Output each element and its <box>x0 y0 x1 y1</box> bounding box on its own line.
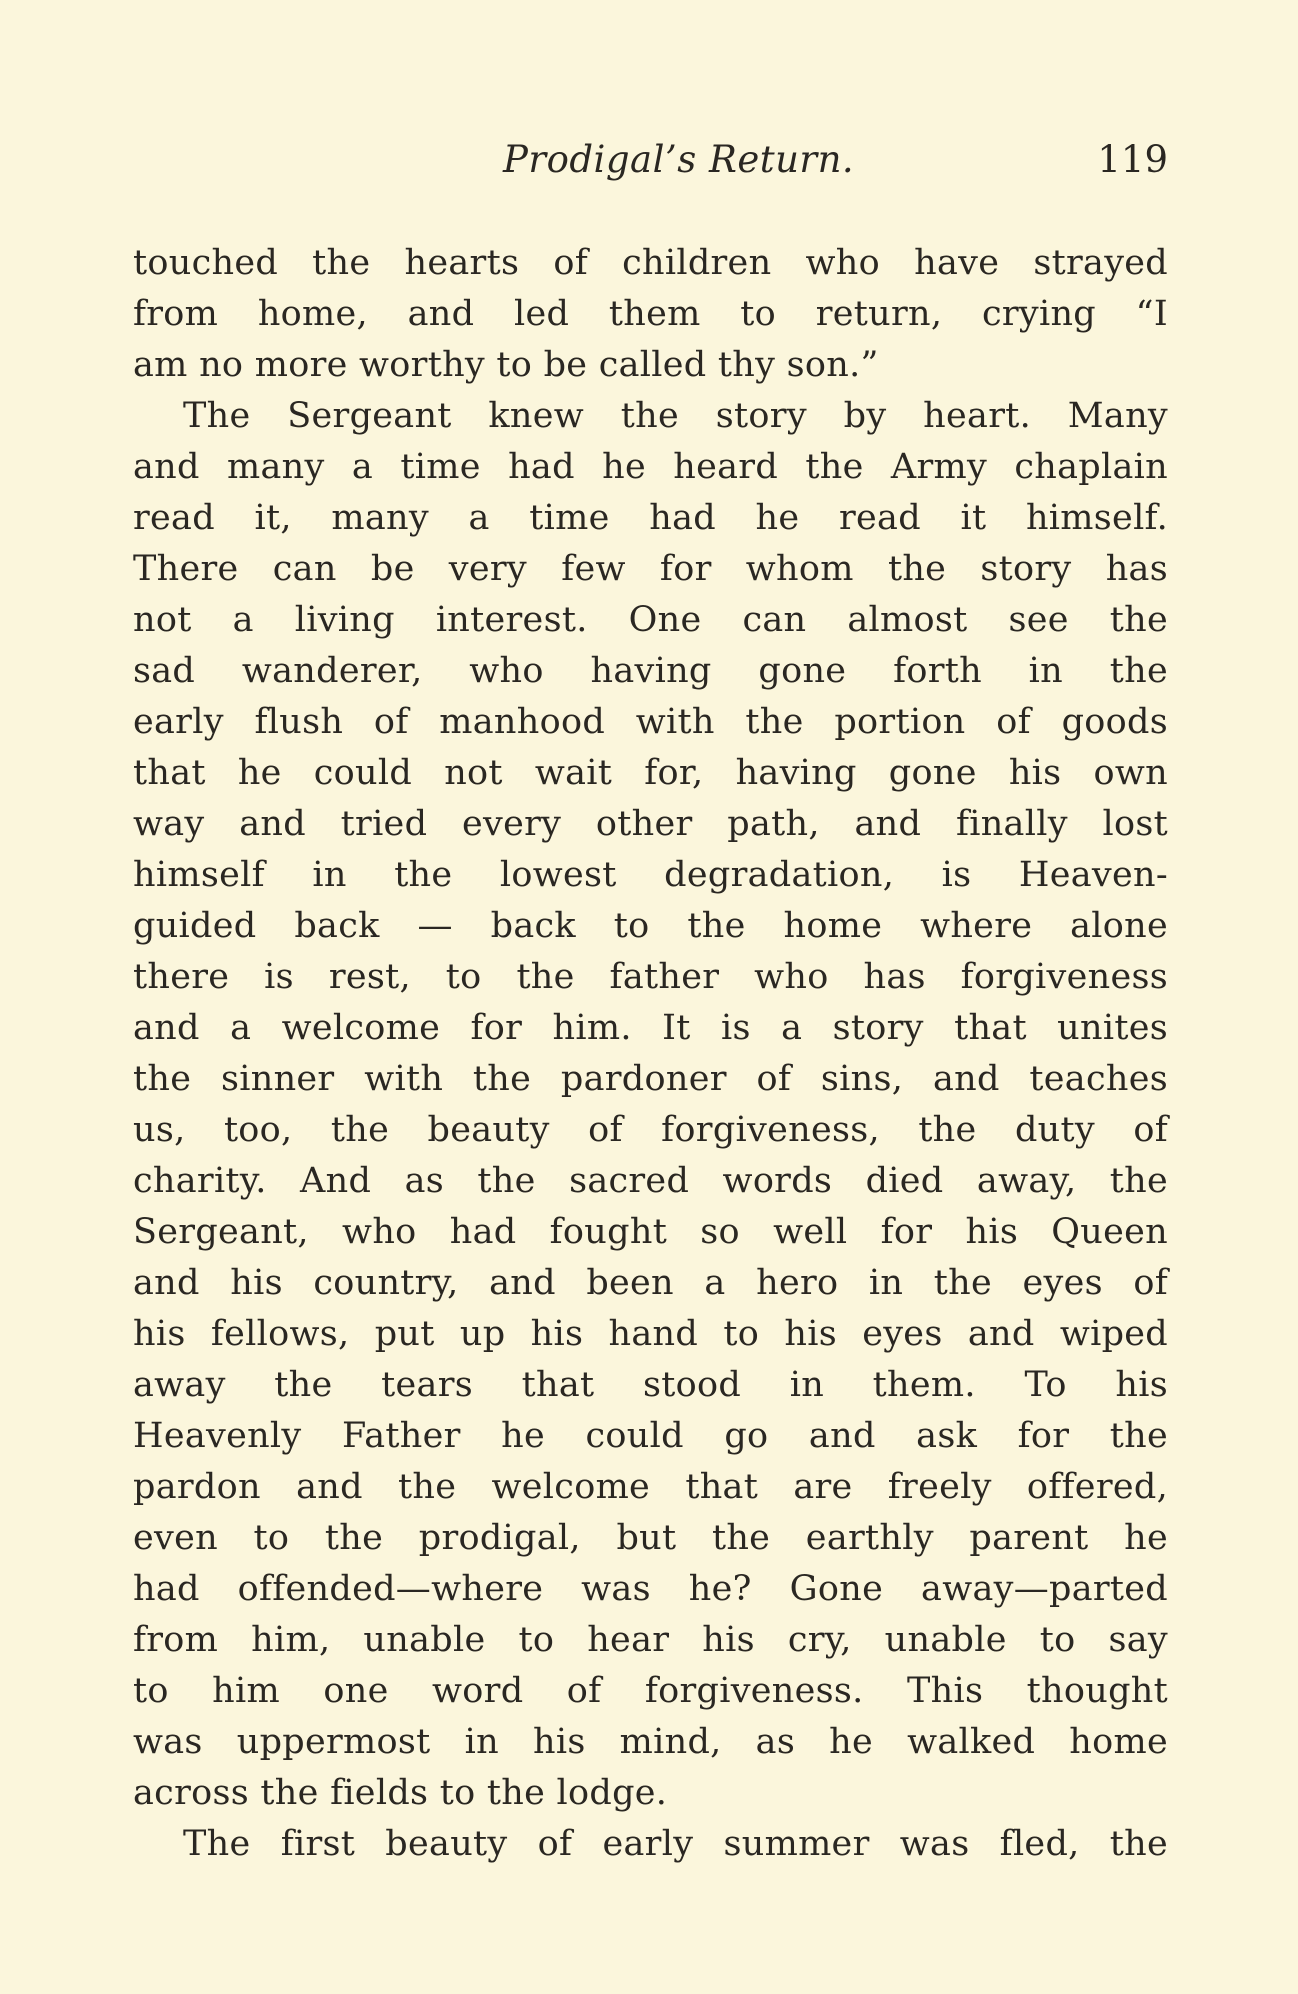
body-text <box>133 238 1168 1870</box>
text-line: from home, and led them to return, crying “I <box>133 294 1168 334</box>
text-line: had offended—where was he? Gone away—parted <box>133 1569 1168 1609</box>
text-line: guided back — back to the home where alone <box>133 906 1168 946</box>
text-line: the sinner with the pardoner of sins, and teaches <box>133 1059 1168 1099</box>
text-line: his fellows, put up his hand to his eyes and wiped <box>133 1314 1168 1354</box>
text-line: himself in the lowest degradation, is Heaven- <box>133 855 1168 895</box>
text-line: charity. And as the sacred words died away, the <box>133 1161 1168 1201</box>
text-line: and his country, and been a hero in the eyes of <box>133 1263 1168 1303</box>
text-line: was uppermost in his mind, as he walked home <box>133 1722 1168 1762</box>
text-line: There can be very few for whom the story has <box>133 549 1168 589</box>
text-line: way and tried every other path, and finally lost <box>133 804 1168 844</box>
text-line: The Sergeant knew the story by heart. Many <box>183 396 1168 436</box>
text-line: and many a time had he heard the Army chaplain <box>133 447 1168 487</box>
text-line: and a welcome for him. It is a story that unites <box>133 1008 1168 1048</box>
text-line: not a living interest. One can almost see the <box>133 600 1168 640</box>
text-line: Sergeant, who had fought so well for his Queen <box>133 1212 1168 1252</box>
text-line: across the fields to the lodge. <box>133 1773 668 1813</box>
text-line: from him, unable to hear his cry, unable to say <box>133 1620 1168 1660</box>
text-line: The first beauty of early summer was fled, the <box>183 1824 1168 1864</box>
text-line: am no more worthy to be called thy son.” <box>133 345 879 385</box>
text-line: read it, many a time had he read it himself. <box>133 498 1168 538</box>
text-line: there is rest, to the father who has forgiveness <box>133 957 1168 997</box>
page-number: 119 <box>1097 138 1168 181</box>
text-line: even to the prodigal, but the earthly parent he <box>133 1518 1168 1558</box>
text-line: early flush of manhood with the portion of goods <box>133 702 1168 742</box>
running-title: Prodigal’s Return. <box>503 138 855 181</box>
text-line: away the tears that stood in them. To his <box>133 1365 1168 1405</box>
text-line: pardon and the welcome that are freely offered, <box>133 1467 1168 1507</box>
page-header <box>133 138 1168 198</box>
text-line: us, too, the beauty of forgiveness, the duty of <box>133 1110 1168 1150</box>
text-line: Heavenly Father he could go and ask for the <box>133 1416 1168 1456</box>
text-line: sad wanderer, who having gone forth in the <box>133 651 1168 691</box>
text-line: that he could not wait for, having gone his own <box>133 753 1168 793</box>
text-line: touched the hearts of children who have strayed <box>133 243 1168 283</box>
text-line: to him one word of forgiveness. This thought <box>133 1671 1168 1711</box>
